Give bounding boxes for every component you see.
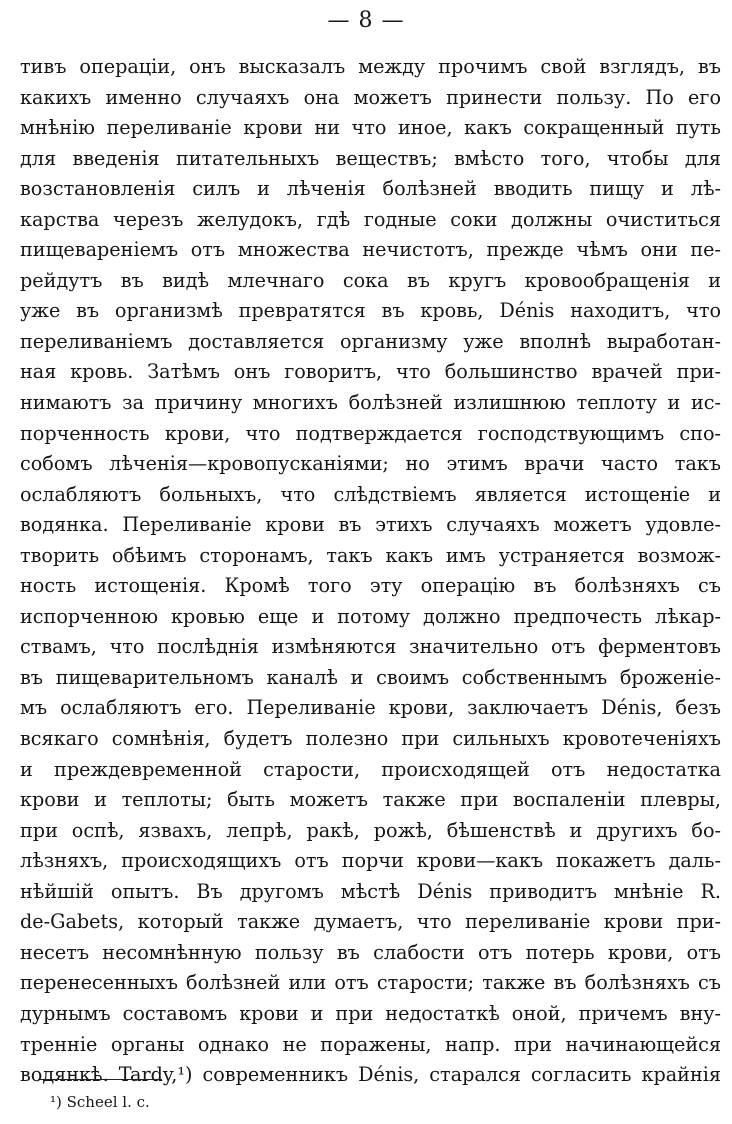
text-line: мнѣнію переливаніе крови ни что иное, какъ сокращенный путь [20,116,721,140]
text-line: de-Gabets, который также думаетъ, что переливаніе крови при- [20,910,721,934]
text-line: при оспѣ, язвахъ, лепрѣ, ракѣ, рожѣ, бѣшенствѣ и другихъ бо- [20,818,721,842]
text-line: водянкѣ. Tardy,¹) современникъ Dénis, старался согласить крайнія [20,1063,721,1087]
text-line: ность истощенія. Кромѣ того эту операцію въ болѣзняхъ съ [20,574,721,598]
text-line: нѣйшій опытъ. Въ другомъ мѣстѣ Dénis приводитъ мнѣніе R. [20,879,721,903]
text-line: крови и теплоты; быть можетъ также при воспаленіи плевры, [20,788,721,812]
text-line: испорченною кровью еще и потому должно предпочесть лѣкар- [20,604,721,628]
text-line: всякаго сомнѣнія, будетъ полезно при сильныхъ кровотеченіяхъ [20,727,721,751]
text-line: ствамъ, что послѣднія измѣняются значительно отъ ферментовъ [20,635,721,659]
text-line: карства черезъ желудокъ, гдѣ годные соки должны очиститься [20,207,721,231]
footnote: ¹) Scheel l. c. [50,1093,150,1111]
text-line: въ пищеварительномъ каналѣ и своимъ собственнымъ броженіе- [20,665,721,689]
text-line: несетъ несомнѣнную пользу въ слабости отъ потерь крови, отъ [20,940,721,964]
text-line: для введенія питательныхъ веществъ; вмѣсто того, чтобы для [20,146,721,170]
text-line: и преждевременной старости, происходящей отъ недостатка [20,757,721,781]
text-line: дурнымъ составомъ крови и при недостаткѣ оной, причемъ вну- [20,1001,721,1025]
text-line: лѣзняхъ, происходящихъ отъ порчи крови—какъ покажетъ даль- [20,849,721,873]
footnote-divider [38,1079,162,1080]
text-line: ослабляютъ больныхъ, что слѣдствіемъ является истощеніе и [20,482,721,506]
page-number: — 8 — [327,8,405,33]
text-line: ная кровь. Затѣмъ онъ говоритъ, что большинство врачей при- [20,360,721,384]
text-line: пищевареніемъ отъ множества нечистотъ, прежде чѣмъ они пе- [20,238,721,262]
text-line: творить обѣимъ сторонамъ, такъ какъ имъ устраняется возмож- [20,543,721,567]
text-line: возстановленія силъ и лѣченія болѣзней вводить пищу и лѣ- [20,177,721,201]
text-line: собомъ лѣченія—кровопусканіями; но этимъ врачи часто такъ [20,452,721,476]
body-text [20,52,721,1091]
text-line: порченность крови, что подтверждается господствующимъ спо- [20,421,721,445]
text-line: треннiе органы однако не поражены, напр. при начинающейся [20,1032,721,1056]
text-line: мъ ослабляютъ его. Переливаніе крови, заключаетъ Dénis, безъ [20,696,721,720]
text-line: нимаютъ за причину многихъ болѣзней излишнюю теплоту и ис- [20,391,721,415]
text-line: тивъ операціи, онъ высказалъ между прочимъ свой взглядъ, въ [20,55,721,78]
text-line: водянка. Переливаніе крови въ этихъ случаяхъ можетъ удовле- [20,513,721,537]
text-line: уже въ организмѣ превратятся въ кровь, Dénis находитъ, что [20,299,721,323]
text-line: перенесенныхъ болѣзней или отъ старости; также въ болѣзняхъ съ [20,971,721,995]
text-line: рейдутъ въ видѣ млечнаго сока въ кругъ кровообращенія и [20,268,721,292]
text-line: какихъ именно случаяхъ она можетъ принести пользу. По его [20,85,721,109]
text-line: переливаніемъ доставляется организму уже вполнѣ выработан- [20,329,721,353]
